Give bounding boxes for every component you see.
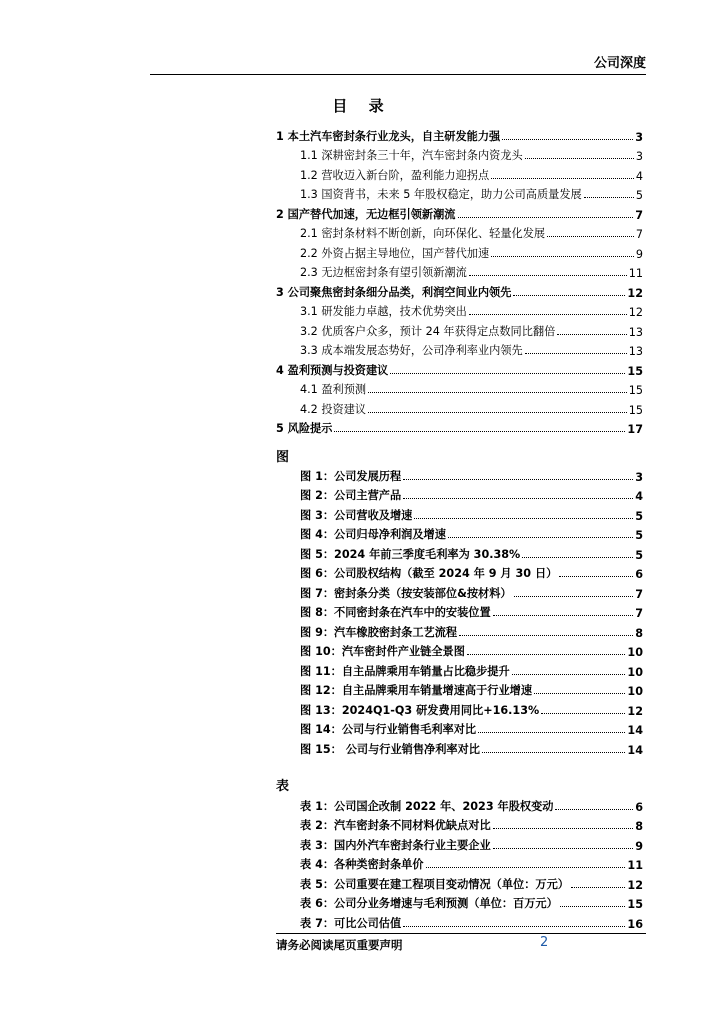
toc-entry[interactable] xyxy=(276,319,643,339)
dot-leader xyxy=(334,431,625,432)
toc-entry-page: 9 xyxy=(635,247,643,261)
dot-leader xyxy=(514,596,634,597)
table-entry-page: 8 xyxy=(635,820,643,833)
figure-entry-label: 图 1：公司发展历程 xyxy=(300,469,402,483)
dot-leader xyxy=(458,217,634,218)
toc-entry-page: 17 xyxy=(627,423,643,436)
table-entry-label: 表 1：公司国企改制 2022 年、2023 年股权变动 xyxy=(300,799,554,813)
figure-entry-page: 10 xyxy=(627,685,643,698)
dot-leader xyxy=(482,752,625,753)
toc-entry[interactable] xyxy=(276,300,643,320)
figure-entry-label: 图 11：自主品牌乘用车销量占比稳步提升 xyxy=(300,664,510,678)
dot-leader xyxy=(502,139,633,140)
toc-entry-page: 11 xyxy=(628,267,643,280)
toc-entry[interactable] xyxy=(276,280,643,300)
dot-leader xyxy=(403,498,633,499)
dot-leader xyxy=(560,906,626,907)
dot-leader xyxy=(547,236,634,237)
table-entry[interactable] xyxy=(276,872,643,892)
toc-entry-label: 3.1 研发能力卓越，技术优势突出 xyxy=(300,305,467,318)
dot-leader xyxy=(557,334,626,335)
toc-entry-page: 13 xyxy=(628,345,643,358)
table-entry-label: 表 4：各种类密封条单价 xyxy=(300,858,424,871)
toc-entry[interactable] xyxy=(276,397,643,417)
toc-entry[interactable] xyxy=(276,417,643,437)
toc-entry-page: 13 xyxy=(628,325,643,339)
toc-entry-label: 2 国产替代加速，无边框引领新潮流 xyxy=(276,207,456,221)
dot-leader xyxy=(555,809,633,810)
toc-entry-label: 5 风险提示 xyxy=(276,422,333,435)
figure-entry[interactable] xyxy=(276,620,643,640)
figure-entry[interactable] xyxy=(276,640,643,660)
toc-entry-page: 7 xyxy=(635,208,643,222)
dot-leader xyxy=(584,197,634,198)
figure-entry-label: 图 9：汽车橡胶密封条工艺流程 xyxy=(300,625,458,639)
figure-entry-page: 7 xyxy=(635,587,643,601)
dot-leader xyxy=(390,373,625,374)
figure-entry-page: 7 xyxy=(635,607,643,620)
table-entry-label: 表 2：汽车密封条不同材料优缺点对比 xyxy=(300,819,491,832)
figures-heading: 图 xyxy=(276,450,290,465)
toc-entry-label: 3 公司聚焦密封条细分品类，利润空间业内领先 xyxy=(276,285,512,299)
dot-leader xyxy=(469,275,627,276)
toc-entry[interactable] xyxy=(276,144,643,164)
dot-leader xyxy=(426,867,626,868)
figure-entry-label: 图 7：密封条分类（按安装部位&按材料） xyxy=(300,586,512,600)
toc-entry[interactable] xyxy=(276,202,643,222)
page-number: 2 xyxy=(540,935,549,950)
toc-entry-label: 2.2 外资占据主导地位，国产替代加速 xyxy=(300,246,490,260)
toc-entry-page: 12 xyxy=(628,306,643,319)
dot-leader xyxy=(512,674,626,675)
figure-entry[interactable] xyxy=(276,464,643,484)
toc-entry-page: 12 xyxy=(627,286,643,300)
dot-leader xyxy=(403,479,633,480)
figure-entry-label: 图 3：公司营收及增速 xyxy=(300,508,413,522)
toc-entry[interactable] xyxy=(276,163,643,183)
dot-leader xyxy=(493,828,634,829)
figure-entry-label: 图 10：汽车密封件产业链全景图 xyxy=(300,645,465,658)
figure-entry-label: 图 4：公司归母净利润及增速 xyxy=(300,528,446,541)
toc-entry-label: 1.3 国资背书，未来 5 年股权稳定，助力公司高质量发展 xyxy=(300,188,582,201)
toc-entry-label: 1 本土汽车密封条行业龙头，自主研发能力强 xyxy=(276,129,501,143)
dot-leader xyxy=(467,654,626,655)
toc-entry-label: 4.2 投资建议 xyxy=(300,402,367,416)
figure-entry-label: 图 14：公司与行业销售毛利率对比 xyxy=(300,723,477,736)
toc-list xyxy=(276,124,643,436)
toc-entry[interactable] xyxy=(276,378,643,398)
dot-leader xyxy=(525,353,627,354)
figure-entry-page: 14 xyxy=(627,724,643,737)
figure-entry-label: 图 15： 公司与行业销售净利率对比 xyxy=(300,742,480,756)
disclaimer-note: 请务必阅读尾页重要声明 xyxy=(276,938,403,952)
figure-entry[interactable] xyxy=(276,542,643,562)
figure-entry[interactable] xyxy=(276,601,643,621)
toc-entry[interactable] xyxy=(276,124,643,144)
figure-entry-label: 图 2：公司主营产品 xyxy=(300,489,402,502)
figure-entry-page: 14 xyxy=(627,743,643,757)
dot-leader xyxy=(478,732,625,733)
table-entry-label: 表 5：公司重要在建工程项目变动情况（单位：万元） xyxy=(300,877,569,891)
figure-entry-label: 图 8：不同密封条在汽车中的安装位置 xyxy=(300,606,491,619)
figure-entry-page: 12 xyxy=(627,704,643,718)
dot-leader xyxy=(513,295,625,296)
dot-leader xyxy=(448,537,633,538)
figure-entry-page: 10 xyxy=(627,665,643,679)
dot-leader xyxy=(368,412,627,413)
toc-entry-page: 3 xyxy=(635,150,643,163)
figure-entry-page: 3 xyxy=(635,470,643,484)
dot-leader xyxy=(491,178,634,179)
toc-entry[interactable] xyxy=(276,358,643,378)
table-entry-page: 15 xyxy=(627,898,643,911)
toc-entry-label: 1.1 深耕密封条三十年，汽车密封条内资龙头 xyxy=(300,149,523,162)
figure-entry-label: 图 6：公司股权结构（截至 2024 年 9 月 30 日） xyxy=(300,567,558,580)
dot-leader xyxy=(534,693,625,694)
dot-leader xyxy=(459,635,633,636)
figure-entry[interactable] xyxy=(276,698,643,718)
figure-entry[interactable] xyxy=(276,523,643,543)
dot-leader xyxy=(493,615,634,616)
figure-entry[interactable] xyxy=(276,718,643,738)
figure-entry[interactable] xyxy=(276,562,643,582)
table-entry-label: 表 6：公司分业务增速与毛利预测（单位：百万元） xyxy=(300,897,558,910)
toc-entry[interactable] xyxy=(276,339,643,359)
figure-entry-page: 4 xyxy=(635,490,643,503)
figure-entry-page: 5 xyxy=(635,548,643,562)
header-rule xyxy=(150,74,646,75)
toc-entry-label: 2.1 密封条材料不断创新，向环保化、轻量化发展 xyxy=(300,227,546,240)
figure-entry-label: 图 13：2024Q1-Q3 研发费用同比+16.13% xyxy=(300,703,540,717)
dot-leader xyxy=(414,518,633,519)
tables-list xyxy=(276,794,643,931)
figure-entry-page: 10 xyxy=(627,646,643,659)
toc-entry[interactable] xyxy=(276,261,643,281)
figure-entry[interactable] xyxy=(276,679,643,699)
table-entry[interactable] xyxy=(276,911,643,931)
figure-entry[interactable] xyxy=(276,581,643,601)
figure-entry-label: 图 5：2024 年前三季度毛利率为 30.38% xyxy=(300,547,521,561)
toc-entry-page: 4 xyxy=(635,169,643,183)
footer-rule xyxy=(276,933,646,934)
toc-entry-page: 15 xyxy=(627,364,643,378)
table-entry-page: 6 xyxy=(635,800,643,814)
dot-leader xyxy=(368,392,627,393)
dot-leader xyxy=(525,158,634,159)
toc-entry-page: 3 xyxy=(635,130,643,144)
toc-entry-label: 1.2 营收迈入新台阶，盈利能力迎拐点 xyxy=(300,168,490,182)
table-entry-page: 9 xyxy=(635,839,643,853)
toc-entry[interactable] xyxy=(276,241,643,261)
toc-entry-page: 5 xyxy=(635,189,643,202)
figure-entry-page: 6 xyxy=(635,568,643,581)
toc-entry-label: 4 盈利预测与投资建议 xyxy=(276,363,389,377)
table-entry-page: 11 xyxy=(627,859,643,872)
dot-leader xyxy=(469,314,627,315)
figure-entry-page: 5 xyxy=(635,509,643,523)
figure-entry[interactable] xyxy=(276,659,643,679)
toc-entry-label: 3.2 优质客户众多，预计 24 年获得定点数同比翻倍 xyxy=(300,324,556,338)
table-entry[interactable] xyxy=(276,853,643,873)
toc-title: 目 录 xyxy=(332,97,392,115)
figure-entry[interactable] xyxy=(276,737,643,757)
table-entry[interactable] xyxy=(276,833,643,853)
dot-leader xyxy=(491,256,634,257)
toc-entry-label: 2.3 无边框密封条有望引领新潮流 xyxy=(300,266,467,279)
dot-leader xyxy=(571,887,625,888)
toc-entry-label: 4.1 盈利预测 xyxy=(300,383,367,396)
figure-entry-page: 8 xyxy=(635,626,643,640)
toc-entry-page: 15 xyxy=(628,384,643,397)
dot-leader xyxy=(541,713,625,714)
dot-leader xyxy=(493,848,634,849)
tables-heading: 表 xyxy=(276,779,290,794)
table-entry[interactable] xyxy=(276,794,643,814)
header-title: 公司深度 xyxy=(593,56,646,71)
figure-entry-page: 5 xyxy=(635,529,643,542)
table-entry-label: 表 7：可比公司估值 xyxy=(300,916,402,930)
toc-entry-label: 3.3 成本端发展态势好，公司净利率业内领先 xyxy=(300,344,523,357)
toc-entry-page: 15 xyxy=(628,403,643,417)
figures-list xyxy=(276,464,643,757)
toc-entry[interactable] xyxy=(276,183,643,203)
figure-entry-label: 图 12：自主品牌乘用车销量增速高于行业增速 xyxy=(300,684,533,697)
dot-leader xyxy=(403,926,625,927)
figure-entry[interactable] xyxy=(276,503,643,523)
dot-leader xyxy=(559,576,633,577)
dot-leader xyxy=(522,557,633,558)
toc-entry-page: 7 xyxy=(635,228,643,241)
table-entry[interactable] xyxy=(276,814,643,834)
table-entry-page: 12 xyxy=(627,878,643,892)
table-entry[interactable] xyxy=(276,892,643,912)
table-entry-label: 表 3：国内外汽车密封条行业主要企业 xyxy=(300,838,491,852)
figure-entry[interactable] xyxy=(276,484,643,504)
toc-entry[interactable] xyxy=(276,222,643,242)
table-entry-page: 16 xyxy=(627,917,643,931)
